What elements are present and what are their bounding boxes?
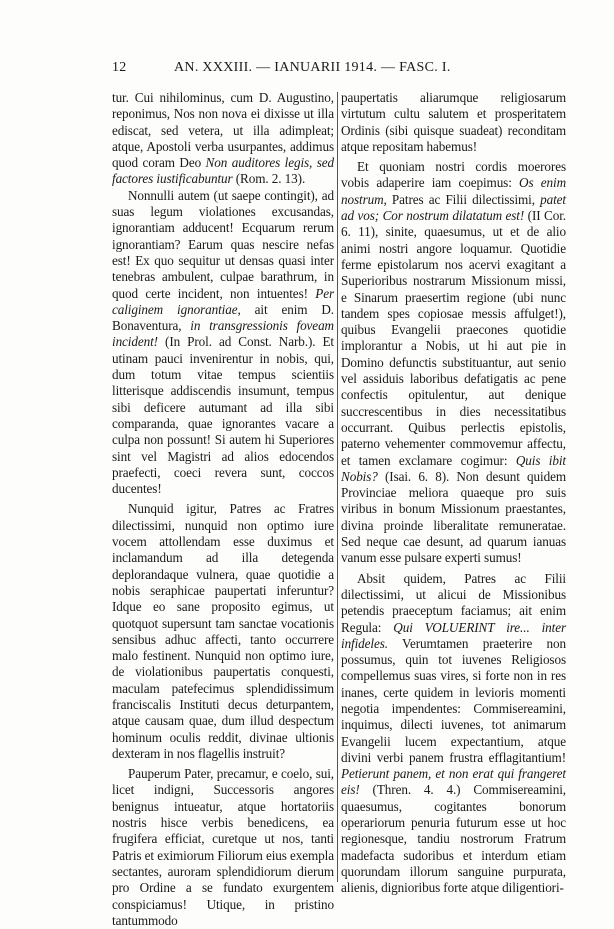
page-number: 12	[112, 60, 127, 75]
text-run: Nunquid igitur, Patres ac Fratres dilectissimi, nunquid non optimo iure vocem attollendam esse duximus et inclamandum ad illa detegenda deplorandaque vulnera, quae quotidie a nobis seraphicae paupertati inferuntur? Idque eo sane proposito egimus, ut quotquot supersunt tam sanctae vocationis sensibus adhuc affecti, tanto occurrere malo festinent. Nunquid non optimo iure, de violationibus paupertatis conquesti, maculam patefecimus splendidissimum franciscalis Instituti decus deturpantem, atque causam quae, dum illud despectum hominum oculis reddit, divinae ultionis dexteram in nos flagellis instruit?	[112, 501, 334, 761]
column-divider	[337, 92, 338, 882]
right-column	[341, 90, 566, 897]
paragraph	[112, 188, 334, 498]
text-run: Et quoniam nostri cordis moerores vobis adaperire iam coepimus:	[341, 159, 566, 191]
text-run: Absit quidem, Patres ac Filii dilectissimi, ut alicui de Missionibus petendis praeceptum faciamus; ait enim Regula:	[341, 570, 566, 635]
italic-text: Qui VOLUERINT ire... inter infideles.	[341, 619, 567, 651]
text-run: (II Cor. 6. 11), sinite, quaesumus, ut et de alio animi nostri angore loquamur. Quotidie ferme epistolarum nos acervi exagitant a Superioribus nostrarum Missionum missi, e Sinarum praesertim regione (ubi nunc tandem spes copiosae messis affulget!), quibus Evangelii praecones quotidie implorantur a Nobis, ut hi aut pie in Domino defunctis substituantur, aut senio vel assiduis laboribus defatigatis ac pene confectis opitulentur, aut denique succrescentibus in dies necessitatibus occurrant. Quibus perlectis epistolis, paterno vehementer commovemur affectu, et tamen exclamare cogimur:	[341, 208, 566, 468]
text-run: Nonnulli autem (ut saepe contingit), ad suas legum violationes excusandas, ignorantiam adducent! Ecquarum rerum ignorantiam? Earum quas nescire nefas est! Ex quo sequitur ut densas quasi inter tenebras ambulent, culpae barathrum, in quod certe incident, non intuentes!	[112, 187, 334, 301]
page-header	[112, 60, 564, 80]
text-run: (Isai. 6. 8). Non desunt quidem Provinciae meliora quaeque pro suis viribus in bonum Missionum praestantes, divina proinde liberalitate remuneratae. Sed neque cae desunt, ad quarum ianuas vanum esse pulsare experti sumus!	[341, 468, 566, 566]
text-run: Verumtamen praeterire non possumus, quin tot iuvenes Religiosos compellemus suas vires, si forte non in res inanes, certe quidem in levioris momenti negotia impendentes: Commisereamini, inquimus, dilecti iuvenes, tot animarum Evangelii lucem expectantium, atque divini verbi panem frustra efflagitantium!	[341, 635, 566, 765]
text-run: paupertatis aliarumque religiosarum virtutum cultu salutem et prosperitatem Ordinis (sibi quisque suadeat) reconditam atque repositam habemus!	[341, 90, 566, 154]
text-run: (Thren. 4. 4.) Commisereamini, quaesumus, cogitantes bonorum operariorum penuria futurum esse ut hoc regionesque, tandiu nostrorum Fratrum madefacta sudoribus et interdum etiam quorundam illorum sanguine purpurata, alienis, dignioribus forte atque diligentiori-	[341, 782, 566, 896]
text-run: (In Prol. ad Const. Narb.). Et utinam pauci invenirentur in nobis, qui, dum totum vitae tempus scientiis litterisque addiscendis insumunt, tempus sibi deficere autumant ad illa sibi comparanda, quae ignorantes vacare a culpa non possunt! Si autem hi Superiores sint vel Magistri ad alios edocendos praefecti, coeci revera sunt, coccos ducentes!	[112, 334, 334, 497]
running-head: AN. XXXIII. — IANUARII 1914. — FASC. I.	[174, 60, 451, 75]
text-run: Patres ac Filii dilectissimi,	[386, 191, 541, 207]
italic-text: Per caliginem ignorantiae,	[112, 285, 334, 317]
paragraph	[341, 571, 566, 897]
text-run: tur. Cui nihilominus, cum D. Augustino, reponimus, Nos non nova ei dixisse ut illa ediscat, sed vetera, ut illa adimpleat; atque, Apostoli verba usurpantes, addimus quod coram Deo	[112, 90, 334, 171]
paragraph	[112, 501, 334, 762]
paragraph	[112, 766, 334, 929]
text-run: (Rom. 2. 13).	[232, 171, 306, 187]
paragraph	[112, 90, 334, 188]
paragraph	[341, 90, 566, 155]
italic-text: Os enim nostrum,	[341, 175, 566, 207]
paragraph	[341, 159, 566, 566]
italic-text: Petierunt panem, et non erat qui frangeret eis!	[341, 766, 566, 798]
italic-text: in transgressionis foveam incident!	[112, 318, 334, 350]
text-run: ait enim D. Bonaventura,	[112, 301, 334, 334]
italic-text: Quis ibit Nobis?	[341, 452, 566, 484]
text-run: Pauperum Pater, precamur, e coelo, sui, licet indigni, Successoris angores benignus intueatur, atque hortatoriis nostris hisce verbis benedicens, ea frugifera efficiat, curetque ut nos, tanti Patris et eximiorum Filiorum eius exempla sectantes, auroram splendidiorum dierum pro Ordine a se fundato exurgentem conspiciamus! Utique, in pristino tantummodo	[112, 766, 334, 928]
left-column	[112, 90, 334, 929]
italic-text: patet ad vos; Cor nostrum dilatatum est!	[341, 191, 566, 224]
italic-text: Non auditores legis, sed factores iustificabuntur	[112, 155, 334, 187]
